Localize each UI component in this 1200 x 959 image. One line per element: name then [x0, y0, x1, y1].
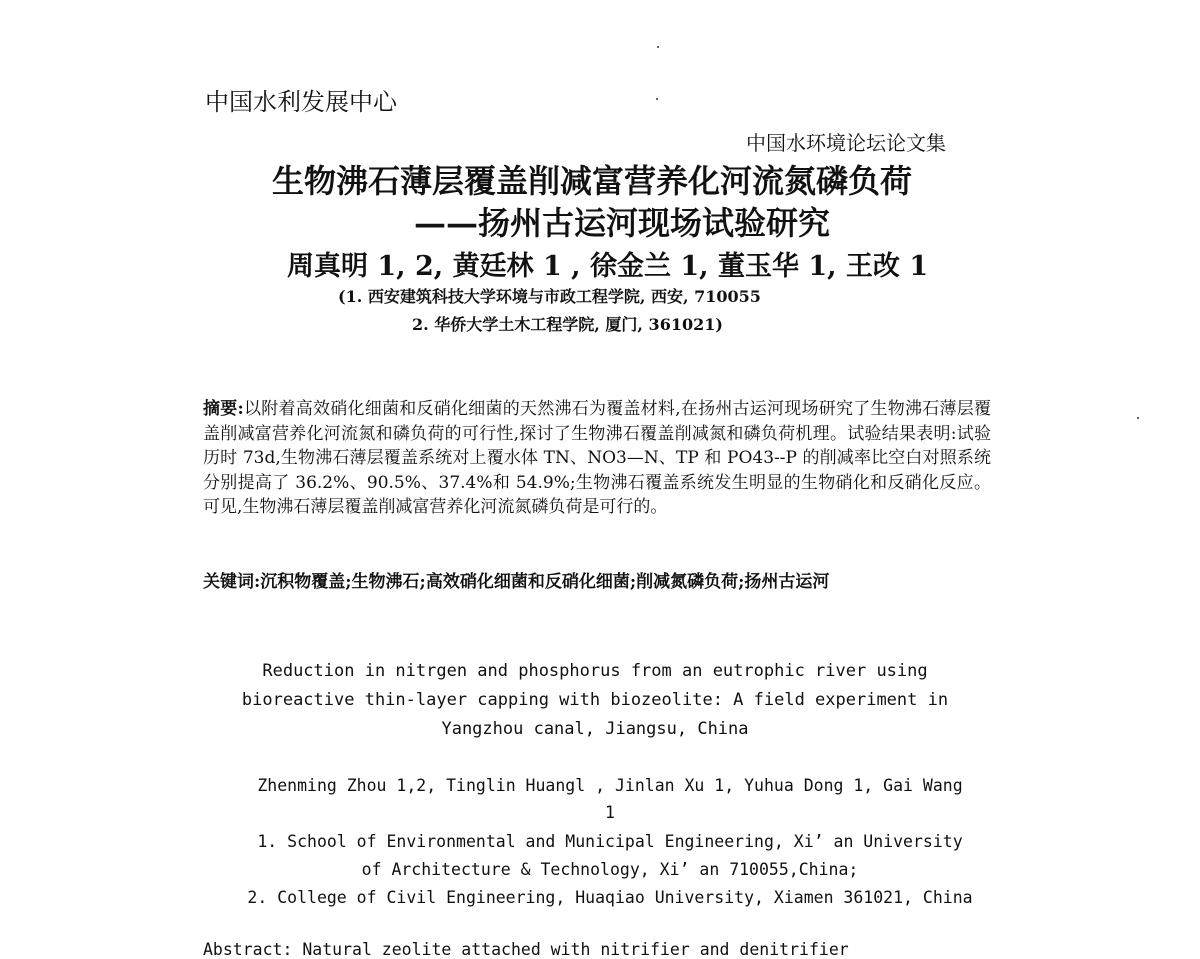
authors-en	[230, 772, 990, 826]
title-en-line-1: Reduction in nitrgen and phosphorus from an eutrophic river using	[262, 661, 928, 681]
affiliation-en-2: 2. College of Civil Engineering, Huaqiao University, Xiamen 361021, China	[247, 888, 973, 907]
authors-en-line-2: 1	[605, 803, 615, 822]
authors-cn: 周真明 1, 2, 黄廷林 1 , 徐金兰 1, 董玉华 1, 王改 1	[287, 251, 929, 282]
affiliation-en-1-cont: of Architecture & Technology, Xi’ an 710055,China;	[361, 860, 859, 879]
affiliation-en-1: 1. School of Environmental and Municipal Engineering, Xi’ an University	[257, 832, 963, 851]
title-en	[200, 657, 990, 744]
affiliations-en	[230, 828, 990, 912]
affiliation-cn-1: (1. 西安建筑科技大学环境与市政工程学院, 西安, 710055	[338, 287, 761, 306]
proceedings-series: 中国水环境论坛论文集	[746, 131, 946, 155]
title-en-line-2: bioreactive thin-layer capping with biozeolite: A field experiment in	[241, 690, 949, 710]
abstract-en-partial: Abstract: Natural zeolite attached with nitrifier and denitrifier	[203, 940, 849, 959]
abstract-cn-text: 以附着高效硝化细菌和反硝化细菌的天然沸石为覆盖材料,在扬州古运河现场研究了生物沸石薄层覆盖削减富营养化河流氮和磷负荷的可行性,探讨了生物沸石覆盖削减氮和磷负荷机理。试验结果表明:试验历时 73d,生物沸石薄层覆盖系统对上覆水体 TN、NO3—N、TP 和 PO43--P 的削减率比空白对照系统分别提高了 36.2%、90.5%、37.4%和 54.9%;生物沸石覆盖系统发生明显的生物硝化和反硝化反应。可见,生物沸石薄层覆盖削减富营养化河流氮磷负荷是可行的。	[203, 399, 992, 518]
abstract-cn	[203, 397, 991, 520]
keywords-cn: 关键词:沉积物覆盖;生物沸石;高效硝化细菌和反硝化细菌;削减氮磷负荷;扬州古运河	[203, 572, 830, 592]
authors-en-line-1: Zhenming Zhou 1,2, Tinglin Huangl , Jinlan Xu 1, Yuhua Dong 1, Gai Wang	[257, 776, 963, 795]
title-subtitle: ——扬州古运河现场试验研究	[414, 204, 831, 242]
scan-speck	[657, 46, 659, 48]
abstract-cn-label: 摘要:	[203, 399, 244, 419]
title-main: 生物沸石薄层覆盖削减富营养化河流氮磷负荷	[272, 162, 913, 200]
affiliation-cn-2: 2. 华侨大学土木工程学院, 厦门, 361021)	[412, 315, 723, 334]
scan-speck	[656, 98, 658, 100]
scan-speck	[1137, 417, 1139, 419]
publisher-header: 中国水利发展中心	[205, 88, 397, 116]
title-en-line-3: Yangzhou canal, Jiangsu, China	[441, 719, 749, 739]
